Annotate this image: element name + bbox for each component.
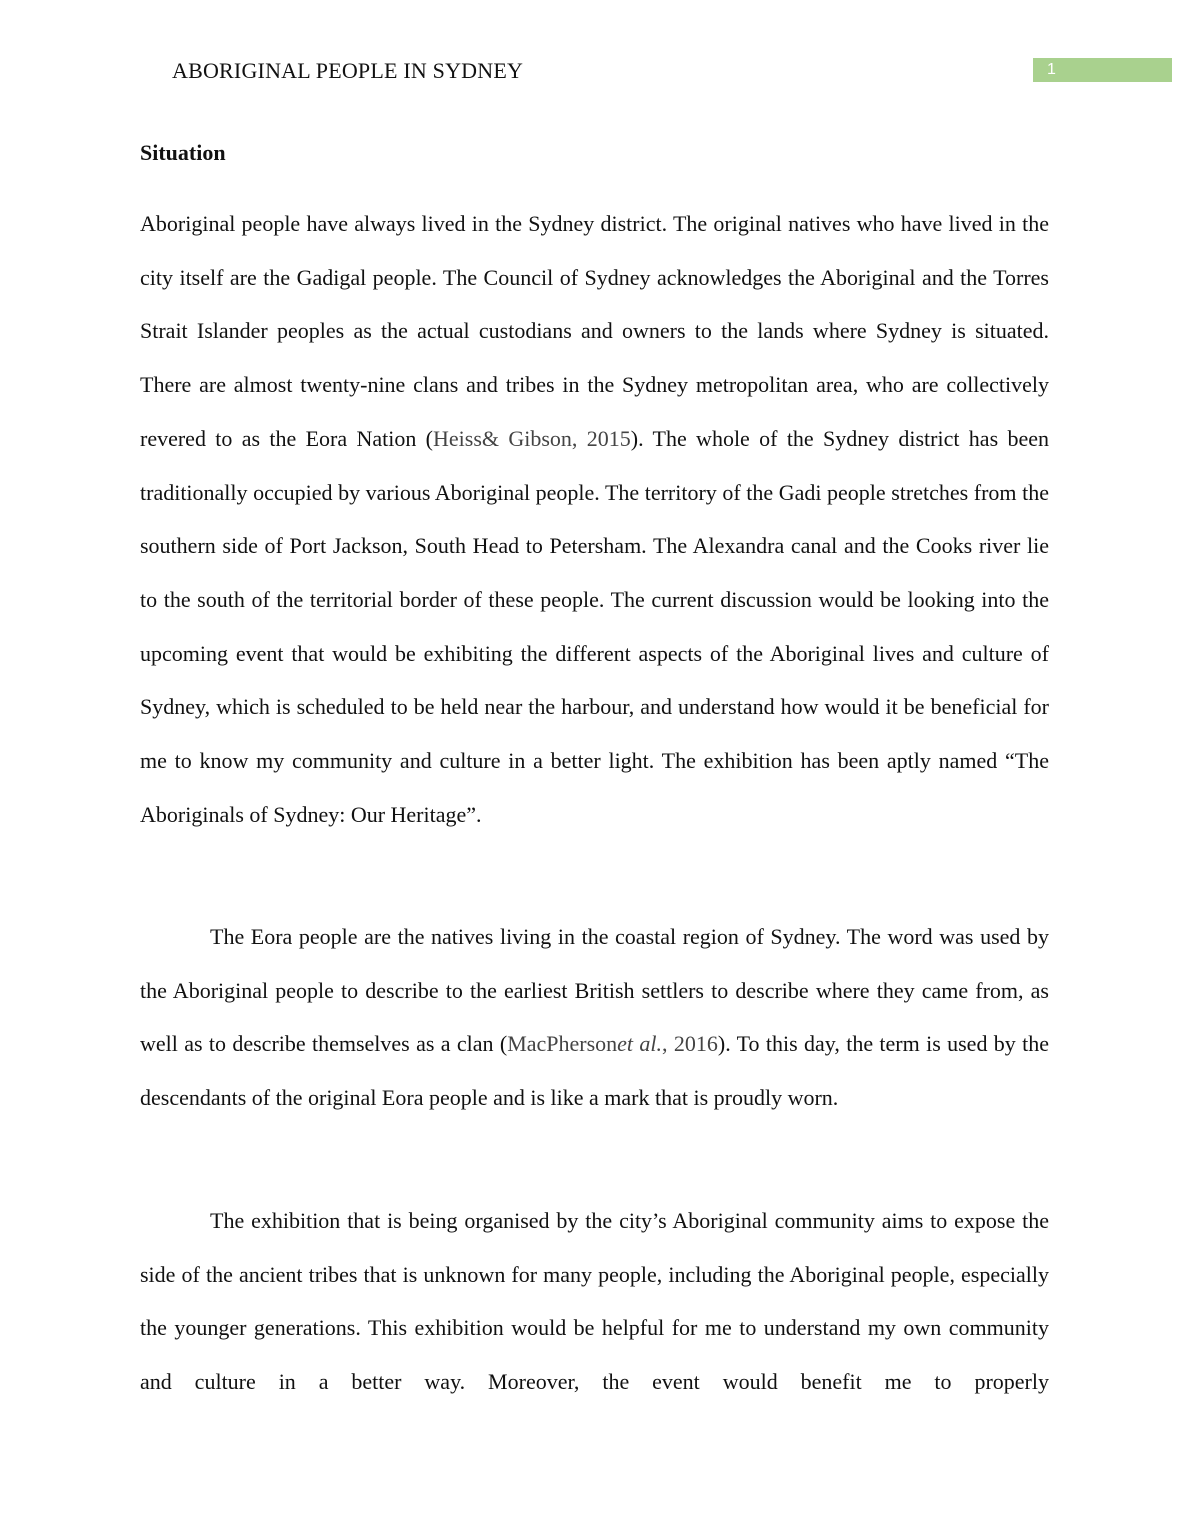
- paragraph-2: [140, 910, 1049, 1125]
- paragraph-2-text-b: ). To this day, the term is used by the descendants of the original Eora people and is like a mark that is proudly worn.: [140, 1031, 1050, 1111]
- citation-year: , 2016: [662, 1031, 718, 1057]
- paragraph-1-text-a: Aboriginal people have always lived in the Sydney district. The original natives who have lived in the city itself are the Gadigal people. The Council of Sydney acknowledges the Aboriginal and the Torres Strait Islander peoples as the actual custodians and owners to the lands where Sydney is situated. There are almost twenty-nine clans and tribes in the Sydney metropolitan area, who are collectively revered to as the Eora Nation (: [140, 211, 1049, 451]
- citation-macpherson: [507, 1031, 718, 1056]
- paragraph-3: The exhibition that is being organised by the city’s Aboriginal community aims to expose the side of the ancient tribes that is unknown for many people, including the Aboriginal people, especially the younger generations. This exhibition would be helpful for me to understand my own community and culture in a better way. Moreover, the event would benefit me to properly: [140, 1208, 1049, 1395]
- citation-author: MacPherson: [507, 1031, 618, 1057]
- citation-et-al: et al.: [617, 1031, 663, 1057]
- section-heading: Situation: [140, 140, 226, 165]
- paragraph-1-text-b: ). The whole of the Sydney district has been traditionally occupied by various Aboriginal people. The territory of the Gadi people stretches from the southern side of Port Jackson, South Head to Petersham. The Alexandra canal and the Cooks river lie to the south of the territorial border of these people. The current discussion would be looking into the upcoming event that would be exhibiting the different aspects of the Aboriginal lives and culture of Sydney, which is scheduled to be held near the harbour, and understand how would it be beneficial for me to know my community and culture in a better light. The exhibition has been aptly named “The Aboriginals of Sydney: Our Heritage”.: [140, 425, 1049, 827]
- page-number-badge: 1: [1033, 58, 1172, 82]
- paragraph-2-text-a: The Eora people are the natives living in the coastal region of Sydney. The word was used by the Aboriginal people to describe to the earliest British settlers to describe where they came from, as well as to describe themselves as a clan (: [140, 924, 1049, 1057]
- running-head: ABORIGINAL PEOPLE IN SYDNEY: [172, 58, 524, 83]
- paragraph-1: [140, 197, 1049, 841]
- citation-heiss-gibson: Heiss& Gibson, 2015: [433, 425, 631, 451]
